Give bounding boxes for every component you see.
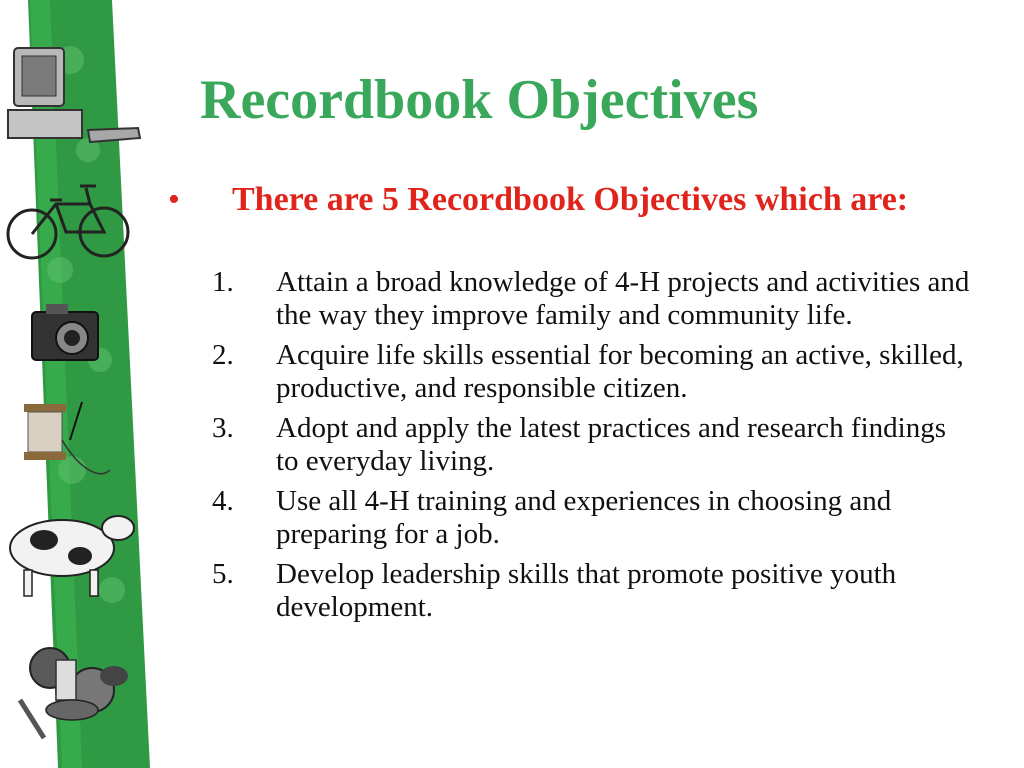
objectives-list (212, 266, 972, 631)
objective-number: 3. (212, 412, 234, 444)
intro-text: There are 5 Recordbook Objectives which are: (232, 181, 909, 218)
objective-number: 2. (212, 339, 234, 371)
objective-item (212, 412, 972, 478)
objective-text: Use all 4-H training and experiences in choosing and preparing for a job. (276, 485, 892, 550)
objective-text: Attain a broad knowledge of 4-H projects and activities and the way they improve family and community life. (276, 266, 970, 331)
objective-item (212, 558, 972, 624)
objective-item (212, 485, 972, 551)
objective-item (212, 266, 972, 332)
bullet-marker: • (168, 181, 180, 218)
objective-text: Develop leadership skills that promote positive youth development. (276, 558, 897, 623)
objective-number: 5. (212, 558, 234, 590)
objective-number: 4. (212, 485, 234, 517)
objective-text: Acquire life skills essential for becoming an active, skilled, productive, and responsible citizen. (276, 339, 964, 404)
objective-item (212, 339, 972, 405)
slide-title: Recordbook Objectives (200, 69, 759, 131)
camera-icon (32, 304, 98, 360)
decorative-ribbon (0, 0, 160, 768)
objective-text: Adopt and apply the latest practices and research findings to everyday living. (276, 412, 946, 477)
objective-number: 1. (212, 266, 234, 298)
